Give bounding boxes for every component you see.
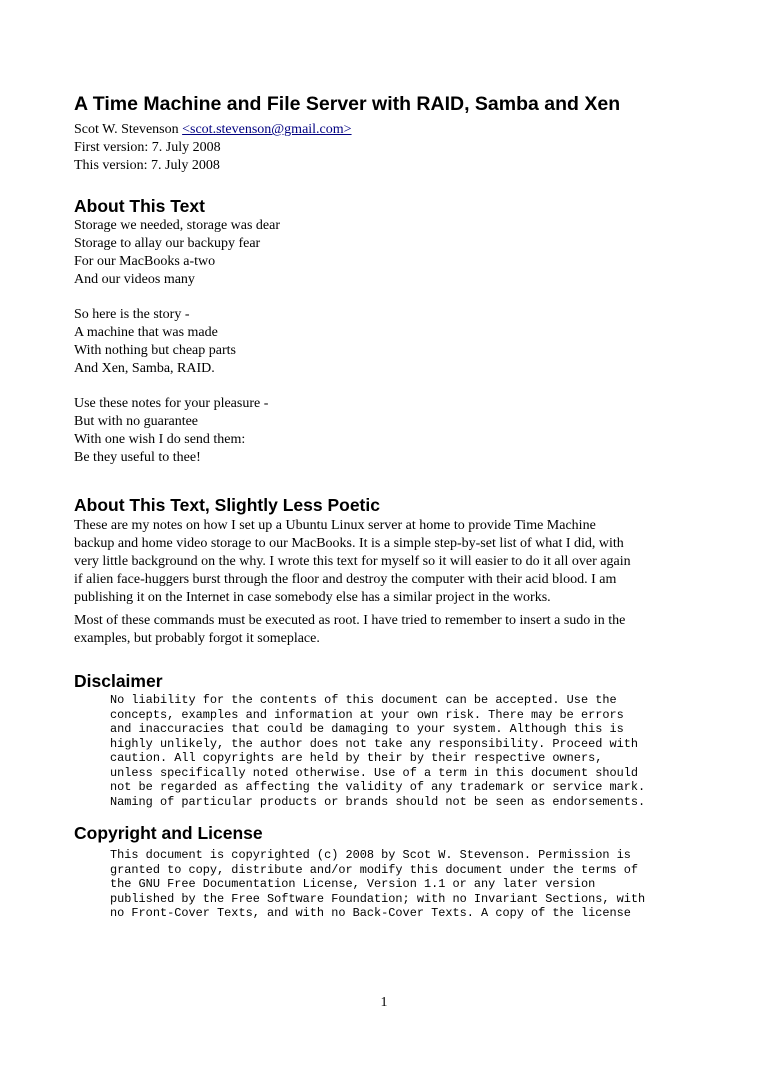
paragraph-line: very little background on the why. I wrote this text for myself so it will easier to do it all over again xyxy=(74,554,631,569)
copyright-block xyxy=(74,848,704,921)
poem-line: And our videos many xyxy=(74,272,195,287)
poem-stanza xyxy=(74,306,704,378)
disclaimer-line: highly unlikely, the author does not take any responsibility. Proceed with xyxy=(110,736,639,751)
disclaimer-line: concepts, examples and information at your own risk. There may be errors xyxy=(110,707,624,722)
copyright-line: no Front-Cover Texts, and with no Back-Cover Texts. A copy of the license xyxy=(110,906,631,920)
paragraph-line: backup and home video storage to our MacBooks. It is a simple step-by-set list of what I did, with xyxy=(74,536,624,551)
page-number: 1 xyxy=(380,995,388,1010)
copyright-line: the GNU Free Documentation License, Version 1.1 or any later version xyxy=(110,877,596,891)
disclaimer-block xyxy=(74,693,704,809)
copyright-line: published by the Free Software Foundation; with no Invariant Sections, with xyxy=(110,891,646,906)
poem-line: With one wish I do send them: xyxy=(74,432,246,447)
paragraph-line: publishing it on the Internet in case somebody else has a similar project in the works. xyxy=(74,590,551,605)
poem-line: Storage to allay our backupy fear xyxy=(74,236,261,251)
this-version: This version: 7. July 2008 xyxy=(74,158,220,173)
poem xyxy=(74,217,704,467)
poem-line: But with no guarantee xyxy=(74,414,199,429)
paragraph-line: These are my notes on how I set up a Ubuntu Linux server at home to provide Time Machine xyxy=(74,518,596,533)
author-email-link[interactable]: <scot.stevenson@gmail.com> xyxy=(182,122,352,137)
disclaimer-line: No liability for the contents of this document can be accepted. Use the xyxy=(110,693,617,707)
poem-line: A machine that was made xyxy=(74,325,218,340)
poem-line: With nothing but cheap parts xyxy=(74,343,236,358)
disclaimer-line: and inaccuracies that could be damaging to your system. Although this is xyxy=(110,722,624,736)
poem-stanza xyxy=(74,217,704,289)
first-version: First version: 7. July 2008 xyxy=(74,140,221,155)
disclaimer-line: caution. All copyrights are held by their by their respective owners, xyxy=(110,751,603,765)
poem-line: And Xen, Samba, RAID. xyxy=(74,361,215,376)
section-heading-copyright: Copyright and License xyxy=(74,823,263,843)
author-name: Scot W. Stevenson xyxy=(74,122,179,137)
poem-line: For our MacBooks a-two xyxy=(74,254,216,269)
disclaimer-line: unless specifically noted otherwise. Use of a term in this document should xyxy=(110,765,639,780)
document-page xyxy=(74,92,704,921)
disclaimer-line: Naming of particular products or brands should not be seen as endorsements. xyxy=(110,794,646,809)
section-heading-disclaimer: Disclaimer xyxy=(74,671,163,691)
paragraph xyxy=(74,517,704,607)
poem-stanza xyxy=(74,395,704,467)
document-title: A Time Machine and File Server with RAID, Samba and Xen xyxy=(74,93,621,115)
poem-line: Be they useful to thee! xyxy=(74,450,201,465)
author-line xyxy=(74,121,704,139)
paragraph-line: examples, but probably forgot it someplace. xyxy=(74,631,320,646)
disclaimer-line: not be regarded as affecting the validity of any trademark or service mark. xyxy=(110,780,646,794)
poem-line: So here is the story - xyxy=(74,307,190,322)
paragraph-line: if alien face-huggers burst through the floor and destroy the computer with their acid blood. I am xyxy=(74,572,617,587)
copyright-line: granted to copy, distribute and/or modify this document under the terms of xyxy=(110,862,639,877)
paragraph-line: Most of these commands must be executed as root. I have tried to remember to insert a sudo in the xyxy=(74,613,626,628)
copyright-line: This document is copyrighted (c) 2008 by Scot W. Stevenson. Permission is xyxy=(110,848,631,862)
poem-line: Use these notes for your pleasure - xyxy=(74,396,269,411)
section-heading-about: About This Text xyxy=(74,196,205,216)
poem-line: Storage we needed, storage was dear xyxy=(74,218,281,233)
paragraph xyxy=(74,612,704,648)
section-heading-less-poetic: About This Text, Slightly Less Poetic xyxy=(74,495,380,515)
